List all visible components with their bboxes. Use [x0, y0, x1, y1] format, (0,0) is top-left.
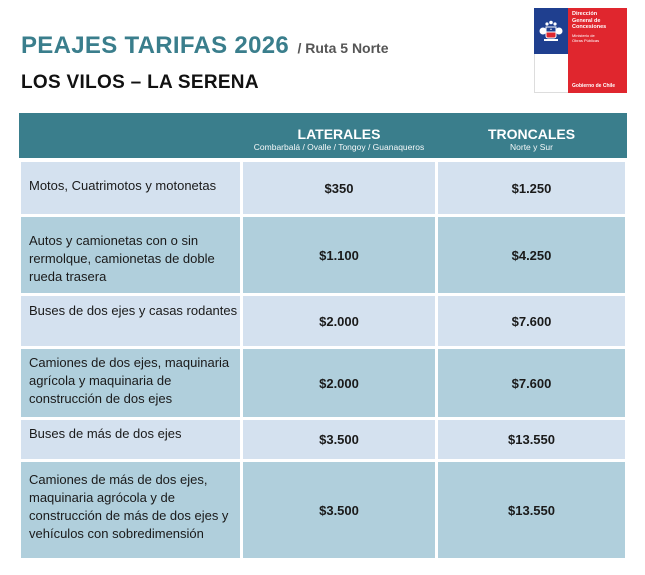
page-subtitle: LOS VILOS – LA SERENA	[21, 72, 259, 93]
troncales-subtitle: Norte y Sur	[510, 142, 553, 152]
laterales-title: LATERALES	[297, 126, 381, 142]
title-route: / Ruta 5 Norte	[297, 40, 389, 56]
troncales-price: $1.250	[438, 162, 625, 214]
column-header-troncales	[438, 113, 625, 158]
logo-ministry-1: Ministerio de	[572, 32, 595, 38]
vehicle-category: Buses de más de dos ejes	[21, 420, 240, 459]
logo-footer: Gobierno de Chile	[572, 83, 616, 89]
logo-line-3: Concesiones	[572, 24, 607, 30]
troncales-price: $13.550	[438, 462, 625, 558]
vehicle-category: Autos y camionetas con o sin rermolque, camionetas de doble rueda trasera	[21, 217, 240, 293]
vehicle-category: Camiones de dos ejes, maquinaria agrícola y maquinaria de construcción de dos ejes	[21, 349, 240, 417]
vehicle-category: Camiones de más de dos ejes, maquinaria agrócola y de construcción de más de dos ejes y vehículos con sobredimensión	[21, 462, 240, 558]
logo-flag	[534, 8, 568, 93]
troncales-price: $7.600	[438, 349, 625, 417]
table-row	[19, 462, 627, 558]
troncales-title: TRONCALES	[487, 126, 576, 142]
table-row	[19, 420, 627, 459]
table-row	[19, 296, 627, 346]
vehicle-category: Motos, Cuatrimotos y motonetas	[21, 162, 240, 214]
logo-line-1: Dirección	[572, 11, 598, 17]
laterales-price: $2.000	[243, 296, 435, 346]
vehicle-category: Buses de dos ejes y casas rodantes	[21, 296, 240, 346]
laterales-price: $3.500	[243, 420, 435, 459]
laterales-price: $1.100	[243, 217, 435, 293]
toll-table	[19, 113, 627, 560]
table-header	[19, 113, 627, 158]
title-main: PEAJES TARIFAS 2026	[21, 32, 290, 59]
laterales-price: $2.000	[243, 349, 435, 417]
coat-of-arms-icon	[534, 8, 568, 54]
logo-line-2: General de	[572, 17, 601, 24]
troncales-price: $4.250	[438, 217, 625, 293]
government-logo	[534, 8, 627, 93]
troncales-price: $7.600	[438, 296, 625, 346]
troncales-price: $13.550	[438, 420, 625, 459]
logo-text-panel	[568, 8, 627, 93]
table-row	[19, 349, 627, 417]
table-row	[19, 162, 627, 214]
column-header-laterales	[243, 113, 435, 158]
laterales-price: $350	[243, 162, 435, 214]
logo-ministry-2: Obras Públicas	[572, 37, 600, 43]
laterales-price: $3.500	[243, 462, 435, 558]
laterales-subtitle: Combarbalá / Ovalle / Tongoy / Guanaqueros	[253, 142, 425, 152]
table-row	[19, 217, 627, 293]
page-title	[21, 32, 389, 60]
